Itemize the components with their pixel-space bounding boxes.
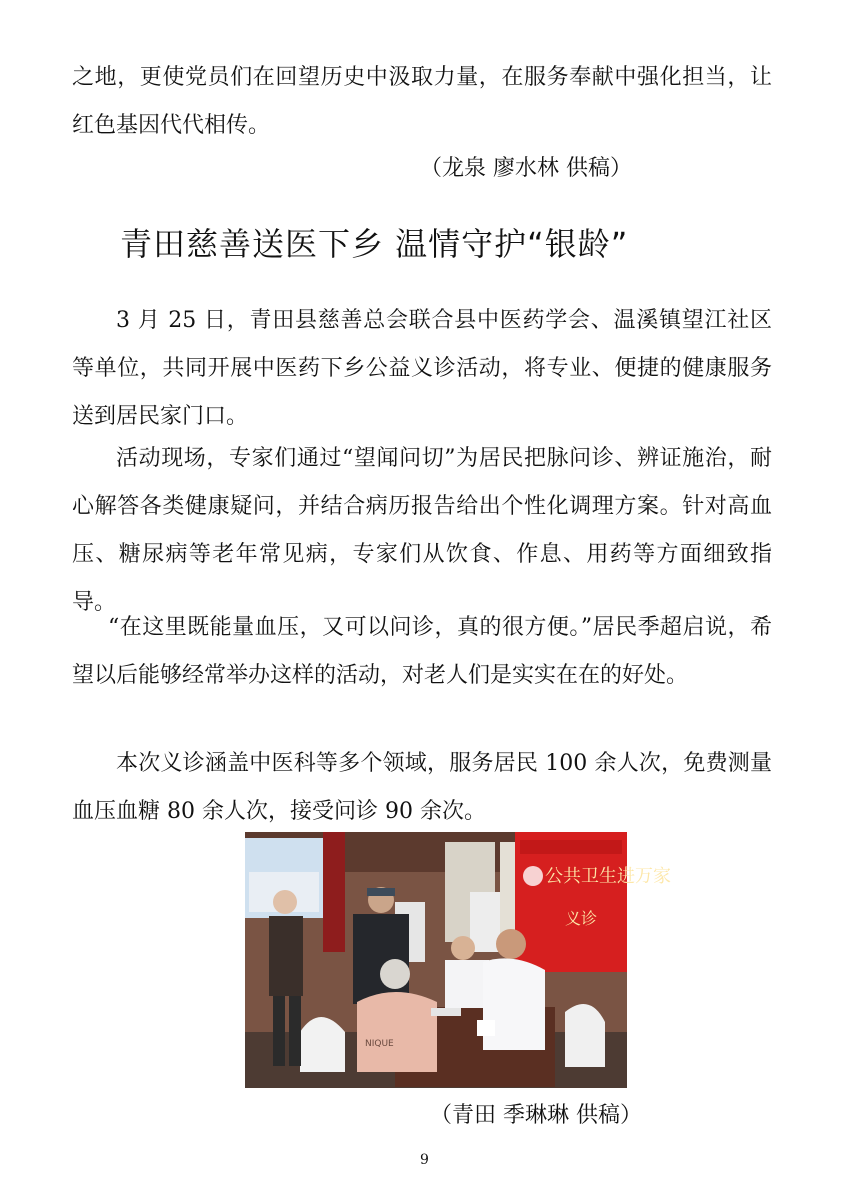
article-paragraph-3: “在这里既能量血压，又可以问诊，真的很方便。”居民季超启说，希望以后能够经常举办这样的活动，对老人们是实实在在的好处。 <box>72 615 772 688</box>
article-credit: （青田 季琳琳 供稿） <box>430 1103 642 1128</box>
banner-text: 公共卫生进万家 <box>545 866 671 887</box>
article-title: 青田慈善送医下乡 温情守护“银龄” <box>120 225 629 263</box>
free-clinic-photo-illustration <box>245 832 671 1088</box>
jacket-text: NIQUE <box>365 1039 394 1049</box>
previous-article-credit: （龙泉 廖水林 供稿） <box>420 156 632 181</box>
page-number: 9 <box>420 1152 429 1168</box>
article-paragraph-2: 活动现场，专家们通过“望闻问切”为居民把脉问诊、辨证施治，耐心解答各类健康疑问，并结合病历报告给出个性化调理方案。针对高血压、糖尿病等老年常见病，专家们从饮食、作息、用药等方面细致指导。 <box>72 446 772 615</box>
article-paragraph-4: 本次义诊涵盖中医科等多个领域，服务居民 100 余人次，免费测量血压血糖 80 余人次，接受问诊 90 余次。 <box>72 751 772 824</box>
article-paragraph-1: 3 月 25 日，青田县慈善总会联合县中医药学会、温溪镇望江社区等单位，共同开展中医药下乡公益义诊活动，将专业、便捷的健康服务送到居民家门口。 <box>72 308 772 429</box>
banner-subtext: 义诊 <box>565 909 598 928</box>
article-photo <box>245 832 671 1088</box>
previous-article-paragraph: 之地，更使党员们在回望历史中汲取力量，在服务奉献中强化担当，让红色基因代代相传。 <box>72 65 772 138</box>
red-banner <box>515 832 671 972</box>
